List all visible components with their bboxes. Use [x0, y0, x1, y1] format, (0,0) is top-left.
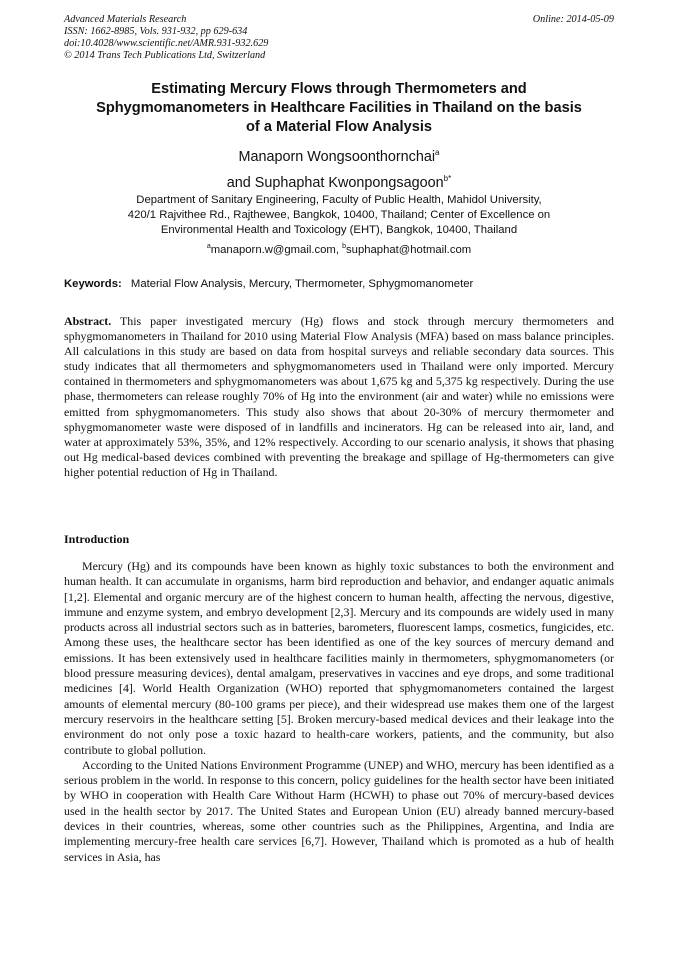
abstract-label: Abstract.: [64, 314, 112, 328]
online-date: Online: 2014-05-09: [532, 14, 614, 25]
author-emails: [64, 243, 614, 256]
email-link[interactable]: manaporn.w@gmail.com,: [210, 243, 343, 256]
author-line: [64, 168, 614, 194]
paragraph: Mercury (Hg) and its compounds have been known as highly toxic substances to both the environment and human health. It can accumulate in organisms, harm bird reproduction and behavior, and endanger aquatic animals [1,2]. Elemental and organic mercury are of the highest concern to human health, affecting the nervous, digestive, immune and enzyme system, and embryo development [2,3]. Mercury and its compounds are widely used in many products across all industrial sectors such as in batteries, barometers, fluorescent lamps, cosmetics, fungicides, etc. Among these uses, the healthcare sector has been identified as one of the key sources of mercury demand and emissions. It has been extensively used in healthcare facilities mainly in thermometers, sphygmomanometers (or blood pressure measuring devices), dental amalgam, preservatives in vaccines and eye drops, and some traditional medicines [4]. World Health Organization (WHO) reported that sphygmomanometers contained the largest amounts of elemental mercury (80-100 grams per piece), and their widespread use makes them one of the largest mercury reservoirs in the healthcare setting [5]. Broken mercury-based medical devices and their leakage into the environment do not only pose a toxic hazard to health-care workers, patients, and the community, but also contribute to global pollution.: [64, 559, 614, 757]
affiliation: [64, 193, 614, 238]
paper-title: [56, 80, 622, 137]
email-mark: a: [206, 243, 211, 250]
affiliation-line: 420/1 Rajvithee Rd., Rajthewee, Bangkok, 10400, Thailand; Center of Excellence on: [127, 209, 551, 221]
title-line: Sphygmomanometers in Healthcare Facilities in Thailand on the basis: [96, 100, 582, 116]
author-name: Manaporn Wongsoonthornchai: [238, 148, 436, 165]
author-line: [64, 142, 614, 168]
keywords: [64, 278, 614, 290]
email-link[interactable]: suphaphat@hotmail.com: [346, 243, 472, 256]
journal-issn: ISSN: 1662-8985, Vols. 931-932, pp 629-634: [64, 26, 248, 37]
section-heading: Introduction: [64, 532, 130, 546]
journal-info: [64, 14, 614, 62]
title-line: Estimating Mercury Flows through Thermometers and: [151, 81, 527, 97]
keywords-label: Keywords:: [64, 278, 122, 290]
introduction-body: [64, 559, 614, 865]
journal-copyright: © 2014 Trans Tech Publications Ltd, Switzerland: [64, 50, 266, 61]
affiliation-line: Department of Sanitary Engineering, Faculty of Public Health, Mahidol University,: [136, 194, 542, 206]
author-affil-mark: b*: [443, 173, 452, 183]
keywords-text: Material Flow Analysis, Mercury, Thermometer, Sphygmomanometer: [130, 278, 474, 290]
journal-doi: doi:10.4028/www.scientific.net/AMR.931-932.629: [64, 38, 269, 49]
abstract-text: This paper investigated mercury (Hg) flows and stock through mercury thermometers and sphygmomanometers in Thailand for 2010 using Material Flow Analysis (MFA) based on mass balance principles. All calculations in this study are based on data from hospital surveys and reliable secondary data sources. This study indicates that all thermometers and sphygmomanometers used in Thailand were only imported. Mercury contained in thermometers and sphygmomanometers was about 1,675 kg and 5,375 kg respectively. During the use phase, thermometers can release roughly 70% of Hg into the environment (air and water) while no emissions were emitted from sphygmomanometers. This study also shows that about 20-30% of mercury thermometer and sphygmomanometer waste were disposed of in landfills and incinerators. Hg can be released into air, land, and water at approximately 53%, 35%, and 12% respectively. According to our scenario analysis, it shows that phasing out Hg medical-based devices combined with preventing the breakage and spillage of Hg-thermometers can give higher potential reduction of Hg in Thailand.: [64, 314, 614, 479]
title-line: of a Material Flow Analysis: [246, 119, 432, 135]
journal-name: Advanced Materials Research: [64, 14, 187, 25]
author-name: and Suphaphat Kwonpongsagoon: [226, 174, 444, 191]
author-list: [64, 142, 614, 194]
paragraph: According to the United Nations Environment Programme (UNEP) and WHO, mercury has been identified as a serious problem in the world. In response to this concern, policy guidelines for the health sector have been initiated by WHO in cooperation with Health Care Without Harm (HCWH) to phase out 70% of mercury-based devices used in the health sector by 2017. The United States and European Union (EU) already banned mercury-based devices in their countries, whereas, some other countries such as the Philippines, Argentina, and India are implementing mercury-free health care services [6,7]. However, Thailand which is promoted as a hub of health services in Asia, has: [64, 757, 614, 864]
email-mark: b: [342, 243, 347, 250]
affiliation-line: Environmental Health and Toxicology (EHT), Bangkok, 10400, Thailand: [160, 224, 518, 236]
journal-header: [64, 14, 614, 62]
abstract: [64, 314, 614, 480]
author-affil-mark: a: [435, 148, 440, 157]
